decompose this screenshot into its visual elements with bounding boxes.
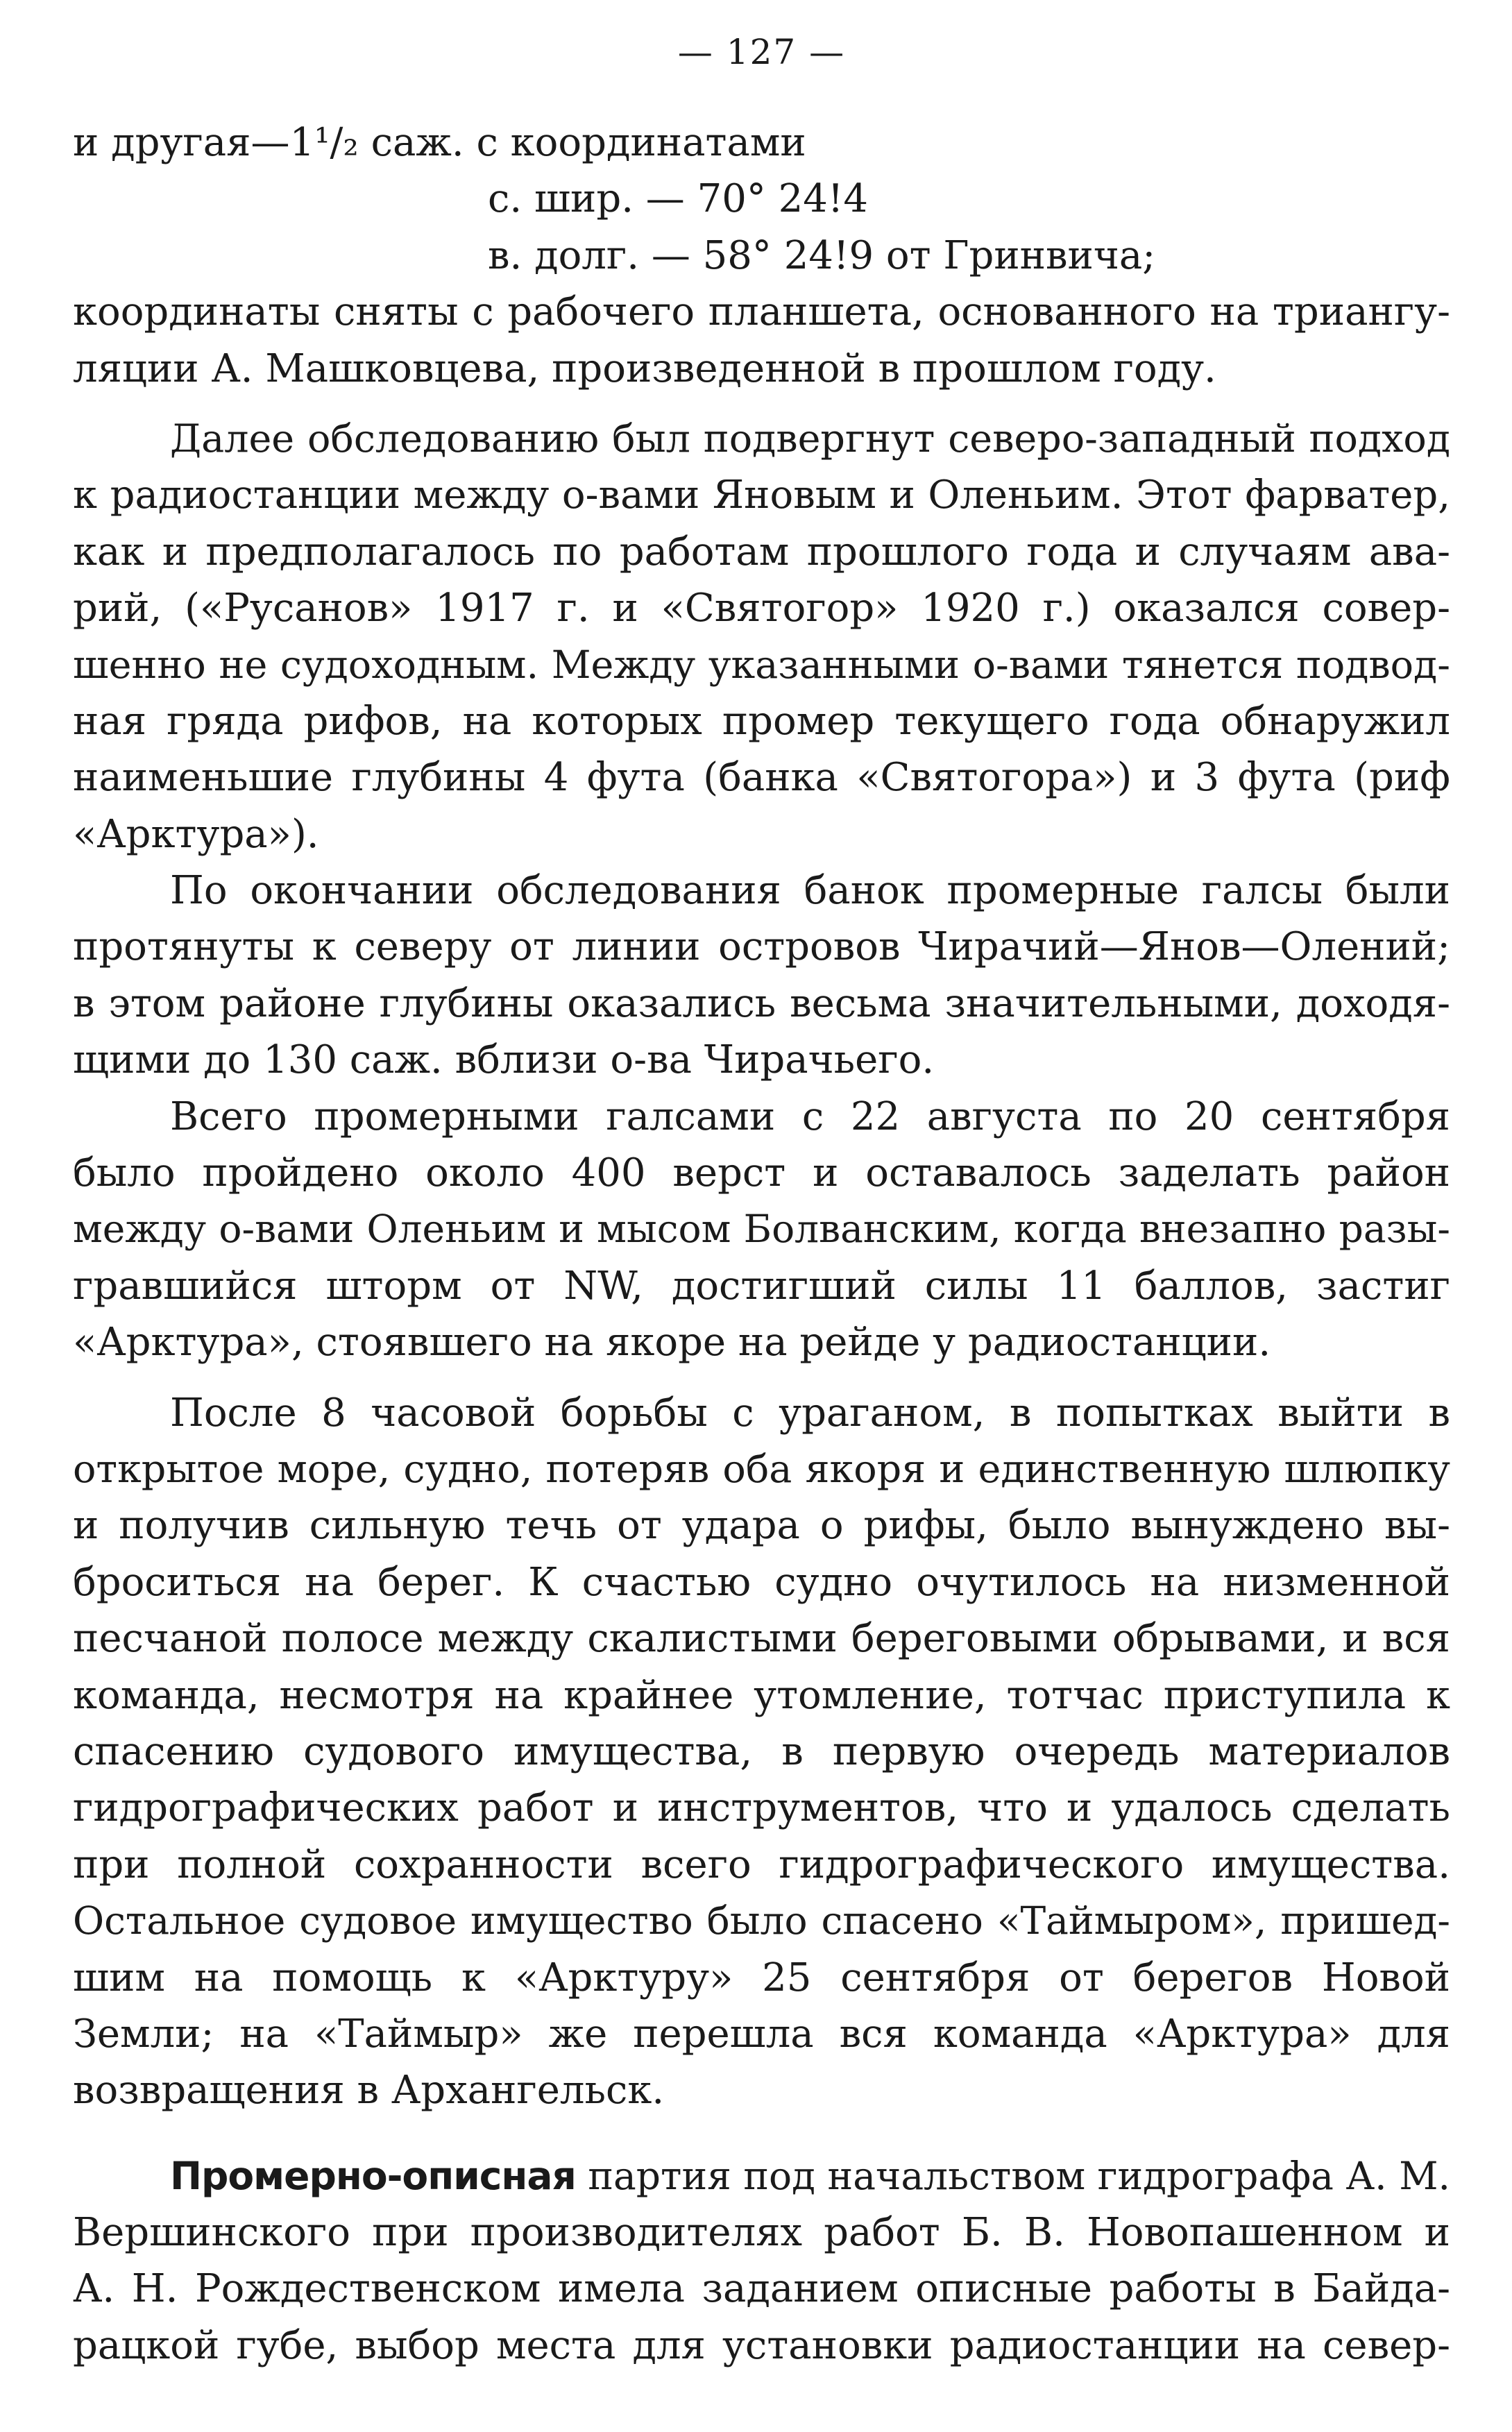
text-span: партия под начальством гидрографа А. М. [588,2153,1451,2198]
text-line: координаты сняты с рабочего планшета, основанного на триангу- [73,289,1450,335]
page [73,28,1450,2374]
text-line: при полной сохранности всего гидрографического имущества. [73,1842,1450,1887]
text-line: в этом районе глубины оказались весьма значительными, доходя- [73,980,1450,1026]
coordinate-longitude: в. долг. — 58° 24!9 от Гринвича; [488,232,1156,278]
page-number: — 127 — [677,32,846,72]
text-line: щими до 130 саж. вблизи о-ва Чирачьего. [73,1037,935,1083]
coordinate-latitude: с. шир. — 70° 24!4 [488,176,869,222]
text-line: наименьшие глубины 4 фута (банка «Святогора») и 3 фута (риф [73,755,1450,801]
text-line: открытое море, судно, потеряв оба якоря и единственную шлюпку [73,1446,1450,1492]
text-line: и другая—1¹/₂ саж. с координатами [73,120,806,165]
text-line: команда, несмотря на крайнее утомление, тотчас приступила к [73,1672,1450,1718]
text-line: гидрографических работ и инструментов, что и удалось сделать [73,1785,1450,1831]
text-line: рий, («Русанов» 1917 г. и «Святогор» 1920 г.) оказался совер- [73,586,1450,631]
text-line: Всего промерными галсами с 22 августа по 20 сентября [170,1094,1450,1139]
text-line: спасению судового имущества, в первую очередь материалов [73,1728,1450,1774]
text-line: А. Н. Рождественском имела заданием описные работы в Байда- [73,2266,1450,2312]
paragraph [73,411,1450,862]
text-line: «Арктура»). [73,811,319,857]
paragraph [73,2148,1450,2374]
paragraph [73,862,1450,1089]
text-line: После 8 часовой борьбы с ураганом, в попытках выйти в [170,1390,1450,1436]
paragraph [73,1089,1450,1371]
text-line: к радиостанции между о-вами Яновым и Оленьим. Этот фарватер, [73,473,1450,518]
text-line: По окончании обследования банок промерные галсы были [170,868,1450,914]
text-line: рацкой губе, выбор места для установки радиостанции на север- [73,2322,1450,2368]
text-line: ляции А. Машковцева, произведенной в прошлом году. [73,346,1216,391]
text-line [73,2148,1450,2204]
text-line: гравшийся шторм от NW, достигший силы 11 баллов, застиг [73,1263,1450,1309]
text-line: было пройдено около 400 верст и оставалось заделать район [73,1150,1450,1196]
text-line: возвращения в Архангельск. [73,2068,665,2114]
text-line: между о-вами Оленьим и мысом Болванским, когда внезапно разы- [73,1207,1450,1252]
section-heading: Промерно-описная [170,2153,576,2198]
text-line: Вершинского при производителях работ Б. В. Новопашенном и [73,2210,1450,2256]
intro-block [73,114,1450,397]
text-line: шенно не судоходным. Между указанными о-вами тянется подвод- [73,642,1450,688]
text-line: и получив сильную течь от удара о рифы, было вынуждено вы- [73,1503,1450,1549]
text-line: шим на помощь к «Арктуру» 25 сентября от берегов Новой [73,1955,1450,2000]
text-line: «Арктура», стоявшего на якоре на рейде у радиостанции. [73,1320,1271,1366]
text-line: Далее обследованию был подвергнут северо-западный подход [170,416,1450,461]
text-line: как и предполагалось по работам прошлого года и случаям ава- [73,529,1450,575]
text-line: протянуты к северу от линии островов Чирачий—Янов—Олений; [73,924,1450,970]
text-line: Земли; на «Таймыр» же перешла вся команда «Арктура» для [73,2011,1450,2057]
text-line: песчаной полосе между скалистыми береговыми обрывами, и вся [73,1616,1450,1662]
paragraph [73,1385,1450,2119]
text-line: броситься на берег. К счастью судно очутилось на низменной [73,1559,1450,1605]
text-line: ная гряда рифов, на которых промер текущего года обнаружил [73,698,1450,744]
text-line: Остальное судовое имущество было спасено «Таймыром», пришед- [73,1898,1450,1944]
